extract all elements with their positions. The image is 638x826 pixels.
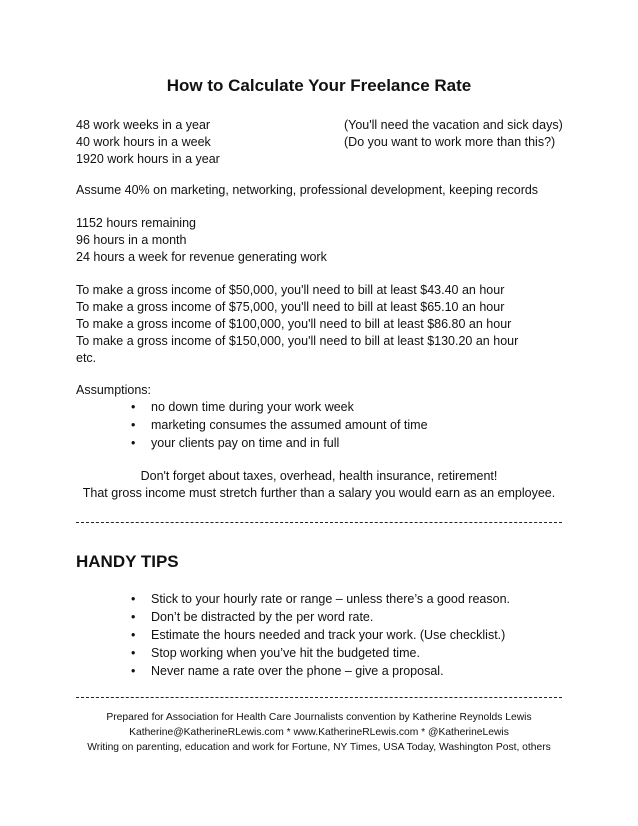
- gross-income-etc: etc.: [76, 351, 97, 365]
- schedule-hours-week: 40 work hours in a week: [76, 135, 211, 149]
- gross-income-50k: To make a gross income of $50,000, you'll need to bill at least $43.40 an hour: [76, 283, 505, 297]
- footer-writing: Writing on parenting, education and work for Fortune, NY Times, USA Today, Washington Post, others: [87, 742, 551, 753]
- footer-contact: Katherine@KatherineRLewis.com * www.KatherineRLewis.com * @KatherineLewis: [129, 727, 509, 738]
- bullet-icon: •: [131, 664, 136, 678]
- assumption-text: marketing consumes the assumed amount of time: [151, 418, 428, 432]
- page-title: How to Calculate Your Freelance Rate: [166, 76, 472, 95]
- hours-per-week: 24 hours a week for revenue generating work: [76, 250, 327, 264]
- gross-income-150k: To make a gross income of $150,000, you'll need to bill at least $130.20 an hour: [76, 334, 519, 348]
- assumption-text: no down time during your work week: [151, 400, 354, 414]
- divider: [76, 697, 562, 698]
- bullet-icon: •: [131, 592, 136, 606]
- schedule-weeks: 48 work weeks in a year: [76, 118, 211, 132]
- assumptions-label: Assumptions:: [76, 383, 152, 397]
- schedule-weeks-note: (You'll need the vacation and sick days): [344, 118, 563, 132]
- assumption-text: your clients pay on time and in full: [151, 436, 340, 450]
- reminder-line-2: That gross income must stretch further than a salary you would earn as an employee.: [82, 486, 556, 500]
- tip-text: Never name a rate over the phone – give a proposal.: [151, 664, 444, 678]
- gross-income-75k: To make a gross income of $75,000, you'll need to bill at least $65.10 an hour: [76, 300, 505, 314]
- bullet-icon: •: [131, 418, 136, 432]
- reminder-line-1: Don't forget about taxes, overhead, health insurance, retirement!: [140, 469, 498, 483]
- bullet-icon: •: [131, 436, 136, 450]
- assumption-percentage: Assume 40% on marketing, networking, professional development, keeping records: [76, 183, 539, 197]
- bullet-icon: •: [131, 400, 136, 414]
- divider: [76, 522, 562, 523]
- footer-prepared-for: Prepared for Association for Health Care Journalists convention by Katherine Reynolds Lewis: [106, 712, 532, 723]
- hours-remaining: 1152 hours remaining: [76, 216, 196, 230]
- schedule-hours-week-note: (Do you want to work more than this?): [344, 135, 556, 149]
- tip-text: Estimate the hours needed and track your work. (Use checklist.): [151, 628, 506, 642]
- bullet-icon: •: [131, 646, 136, 660]
- tip-text: Stick to your hourly rate or range – unless there’s a good reason.: [151, 592, 511, 606]
- tip-text: Stop working when you’ve hit the budgeted time.: [151, 646, 420, 660]
- schedule-hours-year: 1920 work hours in a year: [76, 152, 220, 166]
- tips-heading: HANDY TIPS: [76, 552, 179, 571]
- bullet-icon: •: [131, 610, 136, 624]
- gross-income-100k: To make a gross income of $100,000, you'll need to bill at least $86.80 an hour: [76, 317, 512, 331]
- tip-text: Don’t be distracted by the per word rate.: [151, 610, 374, 624]
- hours-per-month: 96 hours in a month: [76, 233, 187, 247]
- bullet-icon: •: [131, 628, 136, 642]
